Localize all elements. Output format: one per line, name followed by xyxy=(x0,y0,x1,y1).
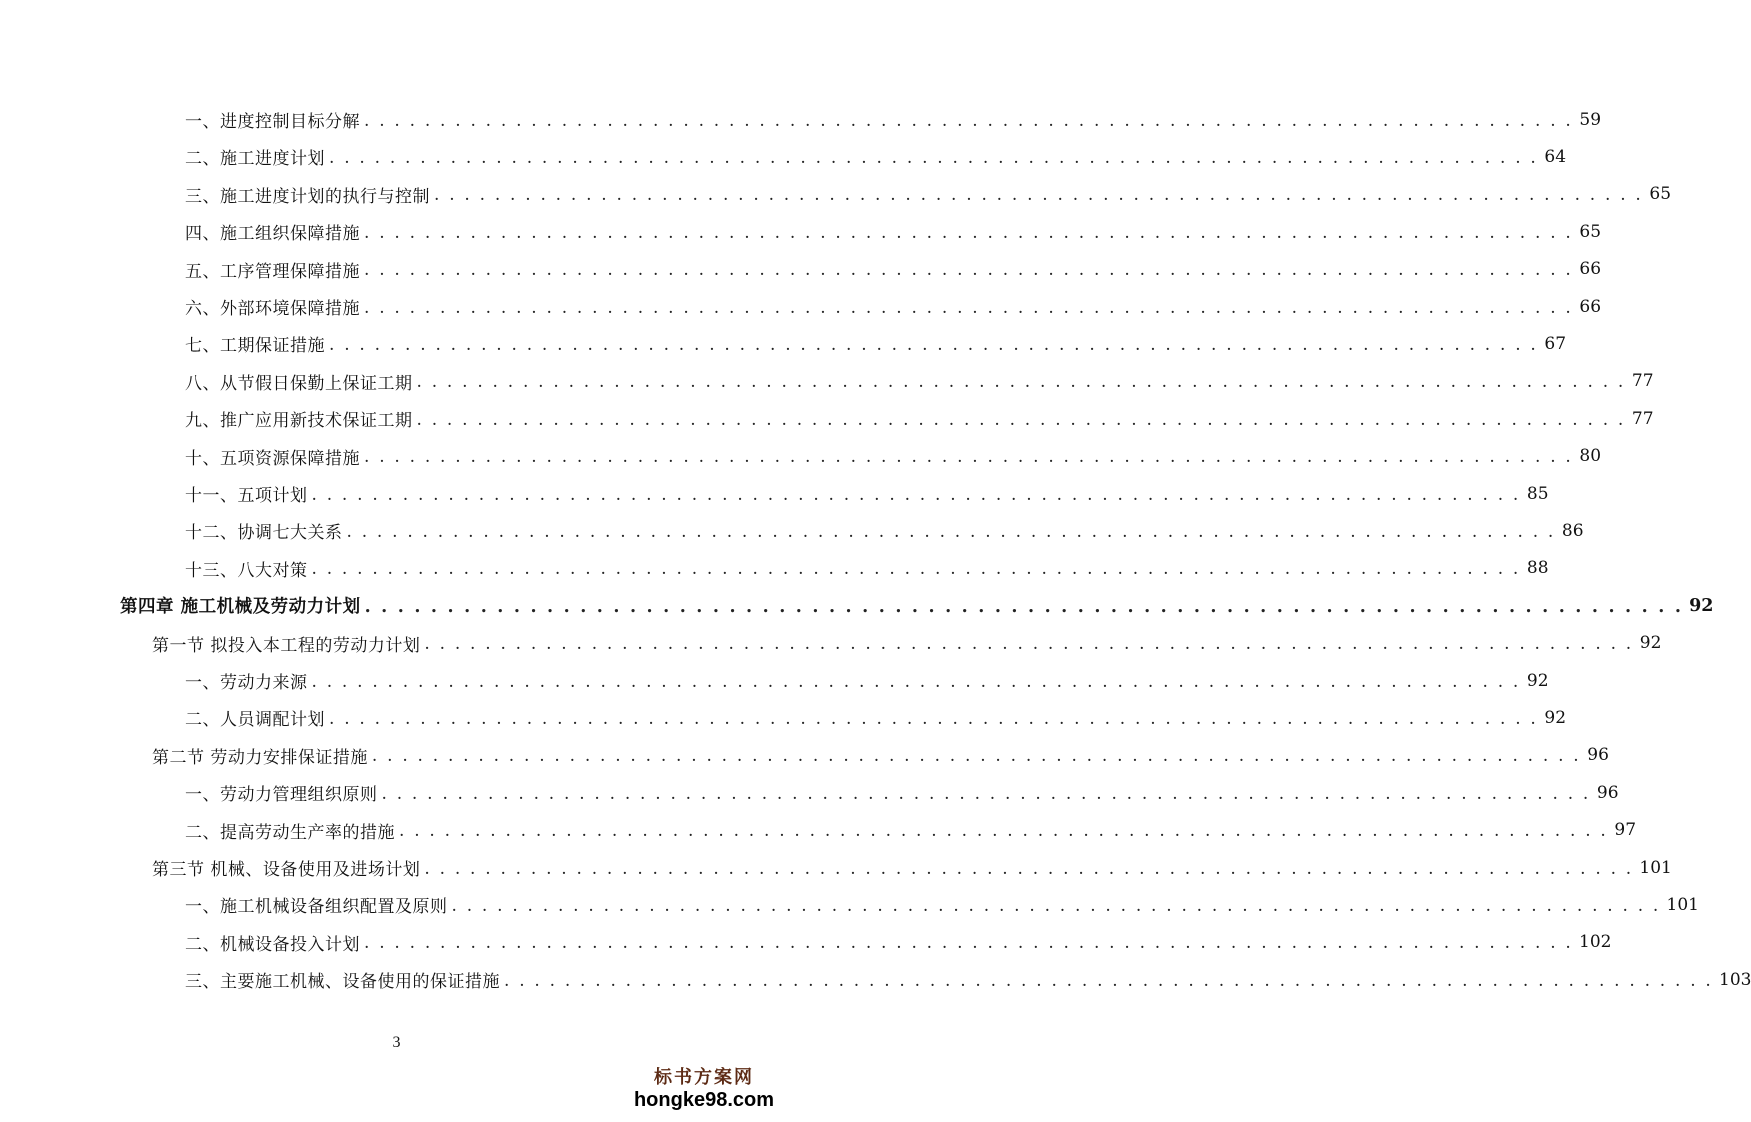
toc-dot-leader: . . . . . . . . . . . . . . . . . . . . . . . . . . . . . . . . . . . . . . . . . . . . . . . . . . . . . . . . . . . . . . . . . . . . . . . . . . . . . . . . xyxy=(364,596,1684,617)
toc-entry xyxy=(0,550,1549,587)
toc-entry-title: 第二节 劳动力安排保证措施 xyxy=(152,747,368,768)
toc-entry xyxy=(0,512,1584,549)
toc-dot-leader: . . . . . . . . . . . . . . . . . . . . . . . . . . . . . . . . . . . . . . . . . . . . . . . . . . . . . . . . . . . . . . . . . . . . . . . . . . . . . . . . xyxy=(381,783,1591,804)
toc-entry xyxy=(0,363,1654,400)
toc-entry-title: 三、主要施工机械、设备使用的保证措施 xyxy=(185,972,500,993)
toc-entry-title: 第一节 拟投入本工程的劳动力计划 xyxy=(152,635,421,656)
toc-entry-title: 第三节 机械、设备使用及进场计划 xyxy=(152,860,421,880)
toc-dot-leader: . . . . . . . . . . . . . . . . . . . . . . . . . . . . . . . . . . . . . . . . . . . . . . . . . . . . . . . . . . . . . . . . . . . . . . . . . . . . . . . . xyxy=(364,222,1574,243)
toc-entry-title: 二、人员调配计划 xyxy=(185,710,325,731)
toc-entry xyxy=(0,924,1612,961)
toc-dot-leader: . . . . . . . . . . . . . . . . . . . . . . . . . . . . . . . . . . . . . . . . . . . . . . . . . . . . . . . . . . . . . . . . . . . . . . . . . . . . . . . . xyxy=(434,185,1644,206)
toc-entry-title: 十二、协调七大关系 xyxy=(185,523,343,544)
toc-dot-leader: . . . . . . . . . . . . . . . . . . . . . . . . . . . . . . . . . . . . . . . . . . . . . . . . . . . . . . . . . . . . . . . . . . . . . . . . . . . . . . . . xyxy=(416,409,1626,430)
toc-entry-page: 77 xyxy=(1631,371,1654,392)
toc-entry-title: 三、施工进度计划的执行与控制 xyxy=(185,186,430,207)
toc-entry-page: 92 xyxy=(1639,633,1662,654)
toc-entry-title: 十一、五项计划 xyxy=(185,486,308,506)
toc-entry-page: 96 xyxy=(1596,782,1619,803)
toc-entry-page: 96 xyxy=(1587,745,1609,766)
toc-entry-page: 77 xyxy=(1631,408,1654,429)
toc-entry-page: 97 xyxy=(1614,820,1637,841)
toc-entry xyxy=(0,587,1714,624)
toc-dot-leader: . . . . . . . . . . . . . . . . . . . . . . . . . . . . . . . . . . . . . . . . . . . . . . . . . . . . . . . . . . . . . . . . . . . . . . . . . . . . . . . . xyxy=(451,895,1661,916)
toc-entry xyxy=(0,774,1619,811)
toc-entry-title: 八、从节假日保勤上保证工期 xyxy=(185,373,413,394)
toc-entry-page: 86 xyxy=(1561,520,1584,541)
toc-entry-title: 第四章 施工机械及劳动力计划 xyxy=(120,597,361,618)
toc-entry xyxy=(0,812,1637,849)
toc-entry xyxy=(0,325,1567,362)
site-watermark xyxy=(629,1063,779,1112)
toc-dot-leader: . . . . . . . . . . . . . . . . . . . . . . . . . . . . . . . . . . . . . . . . . . . . . . . . . . . . . . . . . . . . . . . . . . . . . . . . . . . . . . . . xyxy=(346,521,1556,542)
toc-entry xyxy=(0,849,1672,886)
toc-entry-page: 85 xyxy=(1526,483,1549,504)
toc-entry xyxy=(0,438,1602,475)
toc-entry-page: 88 xyxy=(1526,558,1549,579)
toc-dot-leader: . . . . . . . . . . . . . . . . . . . . . . . . . . . . . . . . . . . . . . . . . . . . . . . . . . . . . . . . . . . . . . . . . . . . . . . . . . . . . . . . xyxy=(371,746,1581,767)
page-number: 3 xyxy=(392,1034,401,1051)
toc-entry-page: 65 xyxy=(1579,221,1602,242)
toc-entry-page: 59 xyxy=(1579,109,1602,130)
toc-entry-title: 七、工期保证措施 xyxy=(185,336,325,357)
toc-entry-title: 一、进度控制目标分解 xyxy=(185,112,360,132)
toc-entry xyxy=(0,961,1751,998)
toc-entry xyxy=(0,662,1549,699)
toc-entry-page: 92 xyxy=(1544,707,1567,728)
toc-entry-title: 十三、八大对策 xyxy=(185,560,308,581)
toc-entry-page: 101 xyxy=(1666,894,1699,915)
toc-entry-page: 66 xyxy=(1579,259,1602,280)
toc-entry-page: 101 xyxy=(1639,857,1672,878)
toc-entry-title: 四、施工组织保障措施 xyxy=(185,224,360,245)
toc-entry xyxy=(0,699,1567,736)
toc-entry xyxy=(0,138,1567,175)
toc-entry-title: 二、施工进度计划 xyxy=(185,149,325,170)
toc-entry-title: 二、提高劳动生产率的措施 xyxy=(185,822,395,843)
toc-dot-leader: . . . . . . . . . . . . . . . . . . . . . . . . . . . . . . . . . . . . . . . . . . . . . . . . . . . . . . . . . . . . . . . . . . . . . . . . . . . . . . . . xyxy=(311,484,1521,505)
toc-entry xyxy=(0,213,1602,250)
toc-entry xyxy=(0,886,1699,923)
toc-entry-title: 一、施工机械设备组织配置及原则 xyxy=(185,897,448,918)
toc-entry-title: 九、推广应用新技术保证工期 xyxy=(185,411,413,432)
toc-entry-page: 66 xyxy=(1579,296,1602,317)
toc-entry xyxy=(0,400,1654,437)
toc-entry-title: 一、劳动力管理组织原则 xyxy=(185,785,378,806)
toc-entry xyxy=(0,101,1602,138)
toc-dot-leader: . . . . . . . . . . . . . . . . . . . . . . . . . . . . . . . . . . . . . . . . . . . . . . . . . . . . . . . . . . . . . . . . . . . . . . . . . . . . . . . . xyxy=(311,671,1521,692)
toc-entry-page: 92 xyxy=(1689,595,1714,616)
toc-dot-leader: . . . . . . . . . . . . . . . . . . . . . . . . . . . . . . . . . . . . . . . . . . . . . . . . . . . . . . . . . . . . . . . . . . . . . . . . . . . . . . . . xyxy=(364,933,1574,954)
toc-dot-leader: . . . . . . . . . . . . . . . . . . . . . . . . . . . . . . . . . . . . . . . . . . . . . . . . . . . . . . . . . . . . . . . . . . . . . . . . . . . . . . . . xyxy=(329,147,1539,168)
toc-dot-leader: . . . . . . . . . . . . . . . . . . . . . . . . . . . . . . . . . . . . . . . . . . . . . . . . . . . . . . . . . . . . . . . . . . . . . . . . . . . . . . . . xyxy=(399,821,1609,842)
toc-entry-title: 六、外部环境保障措施 xyxy=(185,299,360,319)
toc-entry-page: 65 xyxy=(1649,184,1672,205)
toc-entry-page: 102 xyxy=(1579,932,1612,953)
toc-entry-page: 80 xyxy=(1579,446,1602,467)
watermark-chinese-text: 标书方案网 xyxy=(654,1067,754,1088)
toc-dot-leader: . . . . . . . . . . . . . . . . . . . . . . . . . . . . . . . . . . . . . . . . . . . . . . . . . . . . . . . . . . . . . . . . . . . . . . . . . . . . . . . . xyxy=(416,372,1626,393)
watermark-url-text: hongke98.com xyxy=(633,1089,775,1111)
toc-entry-page: 103 xyxy=(1719,969,1751,990)
toc-dot-leader: . . . . . . . . . . . . . . . . . . . . . . . . . . . . . . . . . . . . . . . . . . . . . . . . . . . . . . . . . . . . . . . . . . . . . . . . . . . . . . . . xyxy=(364,297,1574,318)
toc-entry-page: 67 xyxy=(1544,333,1567,354)
toc-entry-page: 64 xyxy=(1544,146,1567,167)
toc-dot-leader: . . . . . . . . . . . . . . . . . . . . . . . . . . . . . . . . . . . . . . . . . . . . . . . . . . . . . . . . . . . . . . . . . . . . . . . . . . . . . . . . xyxy=(329,708,1539,729)
toc-dot-leader: . . . . . . . . . . . . . . . . . . . . . . . . . . . . . . . . . . . . . . . . . . . . . . . . . . . . . . . . . . . . . . . . . . . . . . . . . . . . . . . . xyxy=(311,559,1521,580)
toc-entry-title: 二、机械设备投入计划 xyxy=(185,934,360,955)
toc-dot-leader: . . . . . . . . . . . . . . . . . . . . . . . . . . . . . . . . . . . . . . . . . . . . . . . . . . . . . . . . . . . . . . . . . . . . . . . . . . . . . . . . xyxy=(364,260,1574,281)
toc-entry-title: 五、工序管理保障措施 xyxy=(185,261,360,282)
toc-entry xyxy=(0,625,1662,662)
toc-entry xyxy=(0,251,1602,288)
toc-entry xyxy=(0,737,1609,774)
toc-entry xyxy=(0,176,1672,213)
toc-entry-title: 一、劳动力来源 xyxy=(185,673,308,693)
toc-dot-leader: . . . . . . . . . . . . . . . . . . . . . . . . . . . . . . . . . . . . . . . . . . . . . . . . . . . . . . . . . . . . . . . . . . . . . . . . . . . . . . . . xyxy=(424,634,1634,655)
toc-entry-title: 十、五项资源保障措施 xyxy=(185,448,360,469)
toc-entry xyxy=(0,475,1549,512)
toc-dot-leader: . . . . . . . . . . . . . . . . . . . . . . . . . . . . . . . . . . . . . . . . . . . . . . . . . . . . . . . . . . . . . . . . . . . . . . . . . . . . . . . . xyxy=(364,110,1574,131)
toc-dot-leader: . . . . . . . . . . . . . . . . . . . . . . . . . . . . . . . . . . . . . . . . . . . . . . . . . . . . . . . . . . . . . . . . . . . . . . . . . . . . . . . . xyxy=(329,334,1539,355)
toc-entry xyxy=(0,288,1602,325)
toc-dot-leader: . . . . . . . . . . . . . . . . . . . . . . . . . . . . . . . . . . . . . . . . . . . . . . . . . . . . . . . . . . . . . . . . . . . . . . . . . . . . . . . . xyxy=(424,858,1634,879)
toc-dot-leader: . . . . . . . . . . . . . . . . . . . . . . . . . . . . . . . . . . . . . . . . . . . . . . . . . . . . . . . . . . . . . . . . . . . . . . . . . . . . . . . . xyxy=(504,970,1714,991)
toc-dot-leader: . . . . . . . . . . . . . . . . . . . . . . . . . . . . . . . . . . . . . . . . . . . . . . . . . . . . . . . . . . . . . . . . . . . . . . . . . . . . . . . . xyxy=(364,447,1574,468)
toc-entry-page: 92 xyxy=(1526,670,1549,691)
